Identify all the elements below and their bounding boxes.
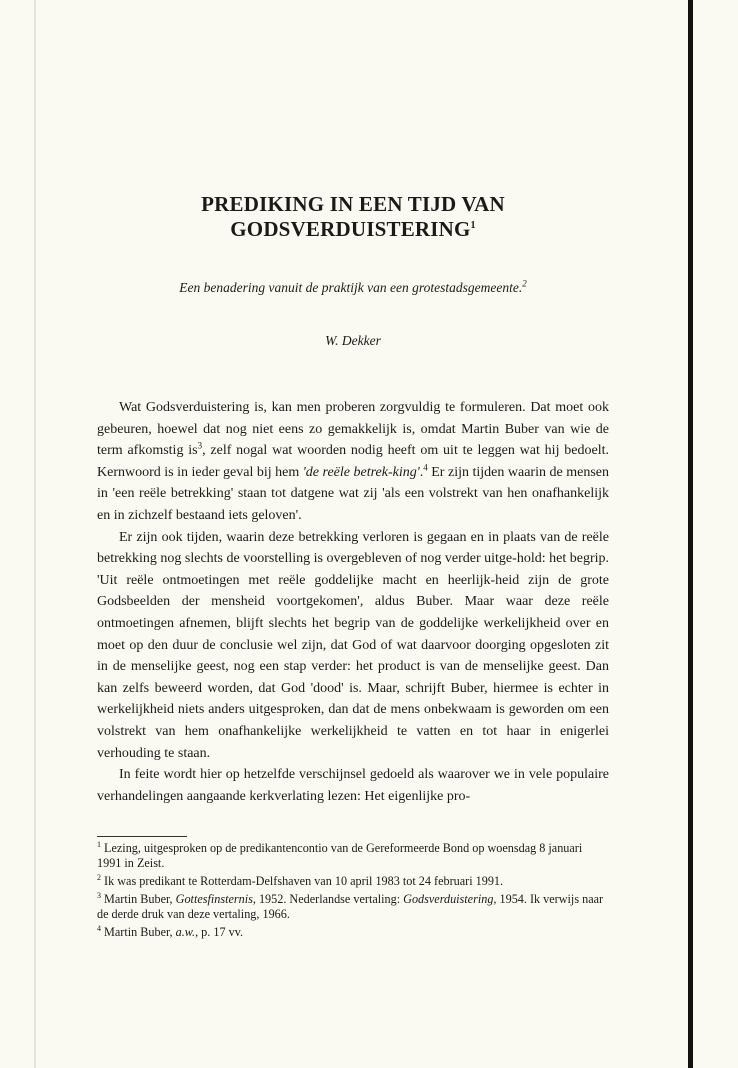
page-title: [97, 192, 609, 242]
footnote-3-italic-1: Gottesfinsternis,: [175, 892, 256, 906]
scan-border-bar: [688, 0, 693, 1068]
paragraph-3: In feite wordt hier op hetzelfde verschijnsel gedoeld als waarover we in vele populaire verhandelingen aangaande kerkverlating lezen: Het eigenlijke pro-: [97, 767, 609, 804]
footnote-1-text: Lezing, uitgesproken op de predikantencontio van de Gereformeerde Bond op woensdag 8 januari 1991 in Zeist.: [97, 841, 583, 870]
footnote-3-text-a: Martin Buber,: [104, 892, 176, 906]
paragraph-1: [97, 397, 609, 527]
footnote-3-text-b: 1952. Nederlandse vertaling:: [255, 892, 404, 906]
subtitle-text: Een benadering vanuit de praktijk van een grotestadsgemeente.: [179, 280, 523, 295]
footnote-3: [97, 892, 609, 922]
subtitle-footnote-mark: 2: [522, 278, 527, 289]
footnote-4-text-b: p. 17 vv.: [198, 925, 244, 939]
footnote-2: [97, 874, 609, 889]
footnote-3-mark: 3: [97, 890, 101, 900]
p1-italic-term: 'de reële betrek-king': [302, 464, 420, 480]
title-line-1: PREDIKING IN EEN TIJD VAN: [201, 192, 505, 216]
footnote-3-text-c: 1954. Ik verwijs naar de derde druk van deze vertaling, 1966.: [97, 892, 604, 921]
p1-text-d: Er zijn tijden waarin de mensen in 'een reële betrekking' staan tot datgene wat zij 'als een volstrekt van hen onafhankelijk en in zichzelf bestaand iets geloven'.: [97, 464, 609, 523]
footnote-2-mark: 2: [97, 872, 101, 882]
footnote-ref-4: 4: [423, 462, 428, 473]
subtitle: [97, 280, 609, 296]
author-name: W. Dekker: [325, 333, 381, 348]
p1-text-b: , zelf nogal wat woorden nodig heeft om uit te leggen wat hij bedoelt. Kernwoord is in ieder geval bij hem: [97, 443, 609, 480]
footnote-ref-3: 3: [197, 440, 203, 451]
page-left-edge: [34, 0, 36, 1068]
footnote-1: [97, 841, 609, 871]
paragraph-2: Er zijn ook tijden, waarin deze betrekking verloren is gegaan en in plaats van de reële betrekking nog slechts de voorstelling is overgebleven of nog verder uitge-hold: het begrip. 'Uit reële ontmoetingen met reële goddelijke macht en heerlijk-heid zijn de grote Godsbeelden der mensheid voortgekomen', aldus Buber. Maar waar deze reële ontmoetingen afnemen, blijft slechts het begrip van de goddelijke werkelijkheid over en moet op den duur de conclusie wel zijn, dat God of wat daarvoor doorging opgesloten zit in de menselijke geest, nog een stap verder: het product is van de menselijke geest. Dan kan zelfs beweerd worden, dat God 'dood' is. Maar, schrijft Buber, hiermee is echter in werkelijkheid niets anders uitgesproken, dan dat de mens onbekwaam is geworden om een volstrekt van hem onafhankelijke werkelijkheid te vatten en tot haar in enigerlei verhouding te staan.: [97, 529, 609, 761]
footnote-4-italic: a.w.,: [175, 925, 199, 939]
body-text: [97, 397, 609, 807]
footnote-2-text: Ik was predikant te Rotterdam-Delfshaven van 10 april 1983 tot 24 februari 1991.: [104, 874, 504, 888]
footnote-separator: [97, 836, 187, 837]
p1-text-c: .: [419, 464, 424, 480]
p1-text-a: Wat Godsverduistering is, kan men proberen zorgvuldig te formuleren. Dat moet ook gebeuren, hoewel dat nog niet eens zo gemakkelijk is, omdat Martin Buber van wie de term afkomstig is: [97, 400, 609, 459]
title-line-2: GODSVERDUISTERING: [230, 217, 471, 241]
footnote-4-mark: 4: [97, 923, 101, 933]
footnote-4: [97, 925, 609, 940]
footnote-1-mark: 1: [97, 839, 101, 849]
footnote-4-text-a: Martin Buber,: [104, 925, 176, 939]
footnotes: [97, 841, 609, 943]
footnote-3-italic-2: Godsverduistering,: [403, 892, 497, 906]
title-footnote-mark: 1: [470, 220, 476, 231]
